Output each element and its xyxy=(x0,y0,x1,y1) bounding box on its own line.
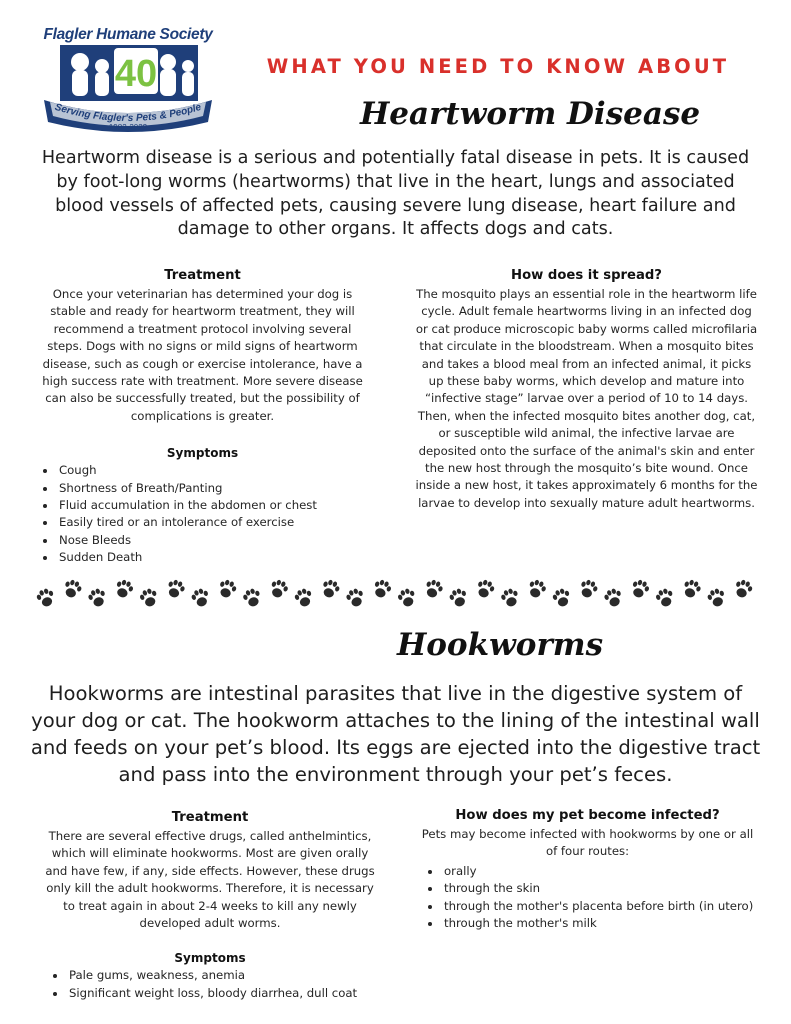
list-item: • Significant weight loss, bloody diarrhea, dull coat xyxy=(67,985,380,1002)
heartworm-title: Heartworm Disease xyxy=(360,96,701,132)
paw-print-icon xyxy=(732,578,754,600)
paw-print-divider xyxy=(34,577,758,613)
paw-print-icon xyxy=(499,587,521,609)
hookworms-treatment-text: There are several effective drugs, called anthelmintics, which will eliminate hookworms. Most are given orally and have few, if any, side effects. However, these drugs only kill the adult hookworms. Therefore, it is necessary to treat again in about 2-4 weeks to kill any newly developed adult worms. xyxy=(45,829,375,931)
hookworms-infection-heading: How does my pet become infected? xyxy=(455,808,720,823)
hookworms-treatment-heading: Treatment xyxy=(171,810,249,825)
heartworm-intro: Heartworm disease is a serious and potentially fatal disease in pets. It is caused by foot-long worms (heartworms) that live in the heart, lungs and associated blood vessels of affected pets, causing severe lung disease, heart failure and damage to other organs. It affects dogs and cats. xyxy=(41,148,750,240)
paw-print-icon xyxy=(87,587,109,609)
hookworms-treatment-column xyxy=(40,808,380,1002)
list-item: • through the skin xyxy=(442,880,755,897)
paw-print-icon xyxy=(216,578,238,600)
paw-print-icon xyxy=(268,578,290,600)
paw-print-icon xyxy=(654,587,676,609)
list-item: • through the mother's milk xyxy=(442,915,755,932)
list-item: • through the mother's placenta before birth (in utero) xyxy=(442,898,755,915)
list-item: • Shortness of Breath/Panting xyxy=(57,480,370,497)
paw-print-icon xyxy=(396,587,418,609)
paw-print-icon xyxy=(113,578,135,600)
paw-print-icon xyxy=(241,587,263,609)
paw-print-icon xyxy=(474,578,496,600)
hookworms-infection-column xyxy=(420,806,755,932)
logo-years: 1982-2022 xyxy=(108,123,148,132)
heartworm-spread-column xyxy=(414,266,759,512)
hookworms-infection-text: Pets may become infected with hookworms by one or all of four routes: xyxy=(421,827,754,859)
list-item: • orally xyxy=(442,863,755,880)
hookworms-infection-list xyxy=(420,863,755,933)
paw-print-icon xyxy=(62,578,84,600)
heartworm-spread-text: The mosquito plays an essential role in the heartworm life cycle. Adult female heartworms living in an infected dog or cat produce microscopic baby worms called microfilaria that circulate in the bloodstream. When a mosquito bites and takes a blood meal from an infected animal, it picks up these baby worms, which develop and mature into “infective stage” larvae over a period of 10 to 14 days. Then, when the infected mosquito bites another dog, cat, or susceptible wild animal, the infective larvae are deposited onto the surface of the animal's skin and enter the new host through the mosquito’s bite wound. Once inside a new host, it takes approximately 6 months for the larvae to develop into sexually mature adult heartworms. xyxy=(415,287,758,510)
paw-print-icon xyxy=(190,587,212,609)
hookworms-symptoms-list xyxy=(40,967,380,1002)
paw-print-icon xyxy=(371,578,393,600)
paw-print-icon xyxy=(578,578,600,600)
paw-print-icon xyxy=(423,578,445,600)
list-item: • Cough xyxy=(57,462,370,479)
heartworm-treatment-text: Once your veterinarian has determined your dog is stable and ready for heartworm treatment, they will recommend a treatment protocol involving several steps. Dogs with no signs or mild signs of heartworm disease, such as cough or exercise intolerance, have a high success rate with treatment. More severe disease can also be successfully treated, but the possibility of complications is greater. xyxy=(42,287,363,423)
list-item: • Nose Bleeds xyxy=(57,532,370,549)
paw-print-icon xyxy=(629,578,651,600)
paw-print-icon xyxy=(551,587,573,609)
hookworms-title: Hookworms xyxy=(396,627,604,663)
paw-print-icon xyxy=(165,578,187,600)
list-item: • Sudden Death xyxy=(57,549,370,566)
hookworms-symptoms-heading: Symptoms xyxy=(174,951,246,966)
list-item: • Fluid accumulation in the abdomen or chest xyxy=(57,497,370,514)
paw-print-icon xyxy=(706,587,728,609)
paw-print-icon xyxy=(681,578,703,600)
logo-org-name: Flagler Humane Society xyxy=(43,26,213,43)
heartworm-symptoms-list xyxy=(35,462,370,566)
paw-print-icon xyxy=(526,578,548,600)
paw-print-icon xyxy=(603,587,625,609)
heartworm-treatment-heading: Treatment xyxy=(164,268,241,283)
paw-print-icon xyxy=(320,578,342,600)
page-headline: WHAT YOU NEED TO KNOW ABOUT xyxy=(266,55,730,78)
heartworm-symptoms-heading: Symptoms xyxy=(166,446,239,461)
list-item: • Easily tired or an intolerance of exercise xyxy=(57,514,370,531)
paw-print-icon xyxy=(345,587,367,609)
heartworm-spread-heading: How does it spread? xyxy=(511,268,662,283)
paw-print-icon xyxy=(293,587,315,609)
logo-emblem xyxy=(40,42,216,132)
hookworms-intro: Hookworms are intestinal parasites that live in the digestive system of your dog or cat. The hookworm attaches to the lining of the intestinal wall and feeds on your pet’s blood. Its eggs are ejected into the digestive tract and pass into the environment through your pet’s feces. xyxy=(30,682,761,786)
list-item: • Pale gums, weakness, anemia xyxy=(67,967,380,984)
heartworm-treatment-column xyxy=(35,266,370,567)
flagler-humane-society-logo xyxy=(40,26,216,130)
paw-print-icon xyxy=(138,587,160,609)
logo-ribbon-text: Serving Flagler's Pets & People xyxy=(53,101,203,125)
logo-anniversary: 40 xyxy=(114,53,158,95)
paw-print-icon xyxy=(448,587,470,609)
paw-print-icon xyxy=(35,587,57,609)
